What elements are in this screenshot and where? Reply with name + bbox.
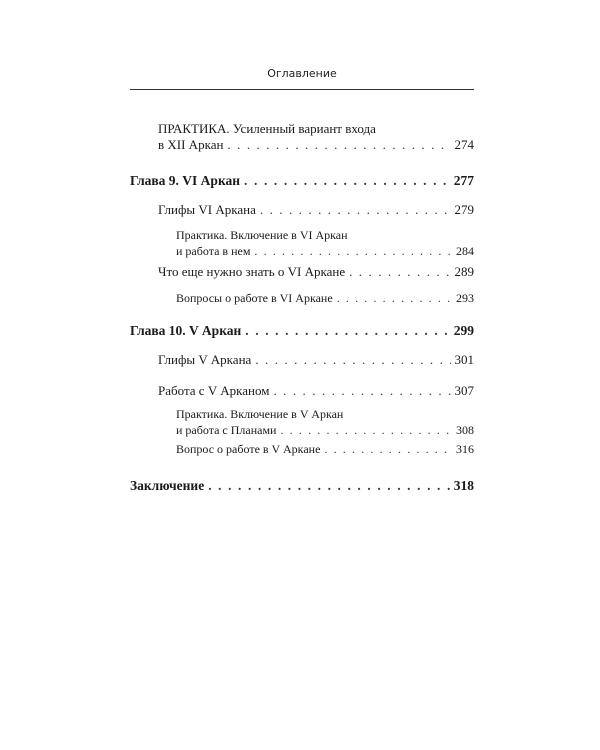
leader-dots [227,137,450,153]
toc-entry-title: Вопросы о работе в VI Аркане [176,291,333,305]
toc-conclusion[interactable] [130,478,474,494]
toc-chapter-10[interactable] [130,323,474,339]
toc-entry-page: 289 [454,264,474,279]
toc-entry-vi-more[interactable] [130,264,474,280]
toc-entry-first-line: Практика. Включение в VI Аркан [176,228,348,242]
toc-entry-title: Работа с V Арканом [158,383,270,398]
toc-entry-title: и работа в нем [176,244,251,258]
toc-entry-xii-practice[interactable] [130,120,474,153]
leader-dots [337,290,452,306]
leader-dots [254,243,452,259]
toc-entry-page: 293 [456,291,474,305]
toc-entry-first-line: ПРАКТИКА. Усиленный вариант входа [158,121,376,136]
toc-entry-title: Глифы VI Аркана [158,202,256,217]
toc-entry-title: Вопрос о работе в V Аркане [176,442,321,456]
leader-dots [255,352,450,368]
toc-entry-title: Глифы V Аркана [158,352,252,367]
leader-dots [260,202,451,218]
toc-entry-page: 274 [454,137,474,152]
leader-dots [273,383,450,399]
toc-entry-title: Что еще нужно знать о VI Аркане [158,264,346,279]
running-header: Оглавление [267,67,337,80]
leader-dots [208,478,450,494]
toc-entry-page: 301 [454,352,474,367]
leader-dots [244,173,450,189]
toc-entry-page: 318 [453,478,474,493]
leader-dots [324,441,452,457]
toc-entry-v-practice[interactable] [130,406,474,438]
leader-dots [245,323,449,339]
toc-entry-title: в XII Аркан [158,137,224,152]
toc-entry-v-question[interactable] [130,441,474,457]
toc-entry-page: 279 [454,202,474,217]
toc-entry-vi-practice[interactable] [130,227,474,259]
toc-entry-page: 299 [453,323,474,338]
toc-entry-page: 307 [454,383,474,398]
toc-entry-v-work[interactable] [130,383,474,399]
toc-entry-title: Глава 10. V Аркан [130,323,242,338]
toc-entry-page: 284 [456,244,474,258]
header-rule [130,89,474,90]
leader-dots [280,422,452,438]
toc-entry-title: Заключение [130,478,205,493]
toc-entry-first-line: Практика. Включение в V Аркан [176,407,344,421]
leader-dots [349,264,450,280]
toc-entry-v-glyphs[interactable] [130,352,474,368]
toc-entry-page: 308 [456,423,474,437]
toc-entry-page: 277 [453,173,474,188]
toc-chapter-9[interactable] [130,173,474,189]
toc-entry-page: 316 [456,442,474,456]
toc-entry-title: и работа с Планами [176,423,277,437]
toc-entry-title: Глава 9. VI Аркан [130,173,241,188]
toc-entry-vi-questions[interactable] [130,290,474,306]
toc-entry-vi-glyphs[interactable] [130,202,474,218]
